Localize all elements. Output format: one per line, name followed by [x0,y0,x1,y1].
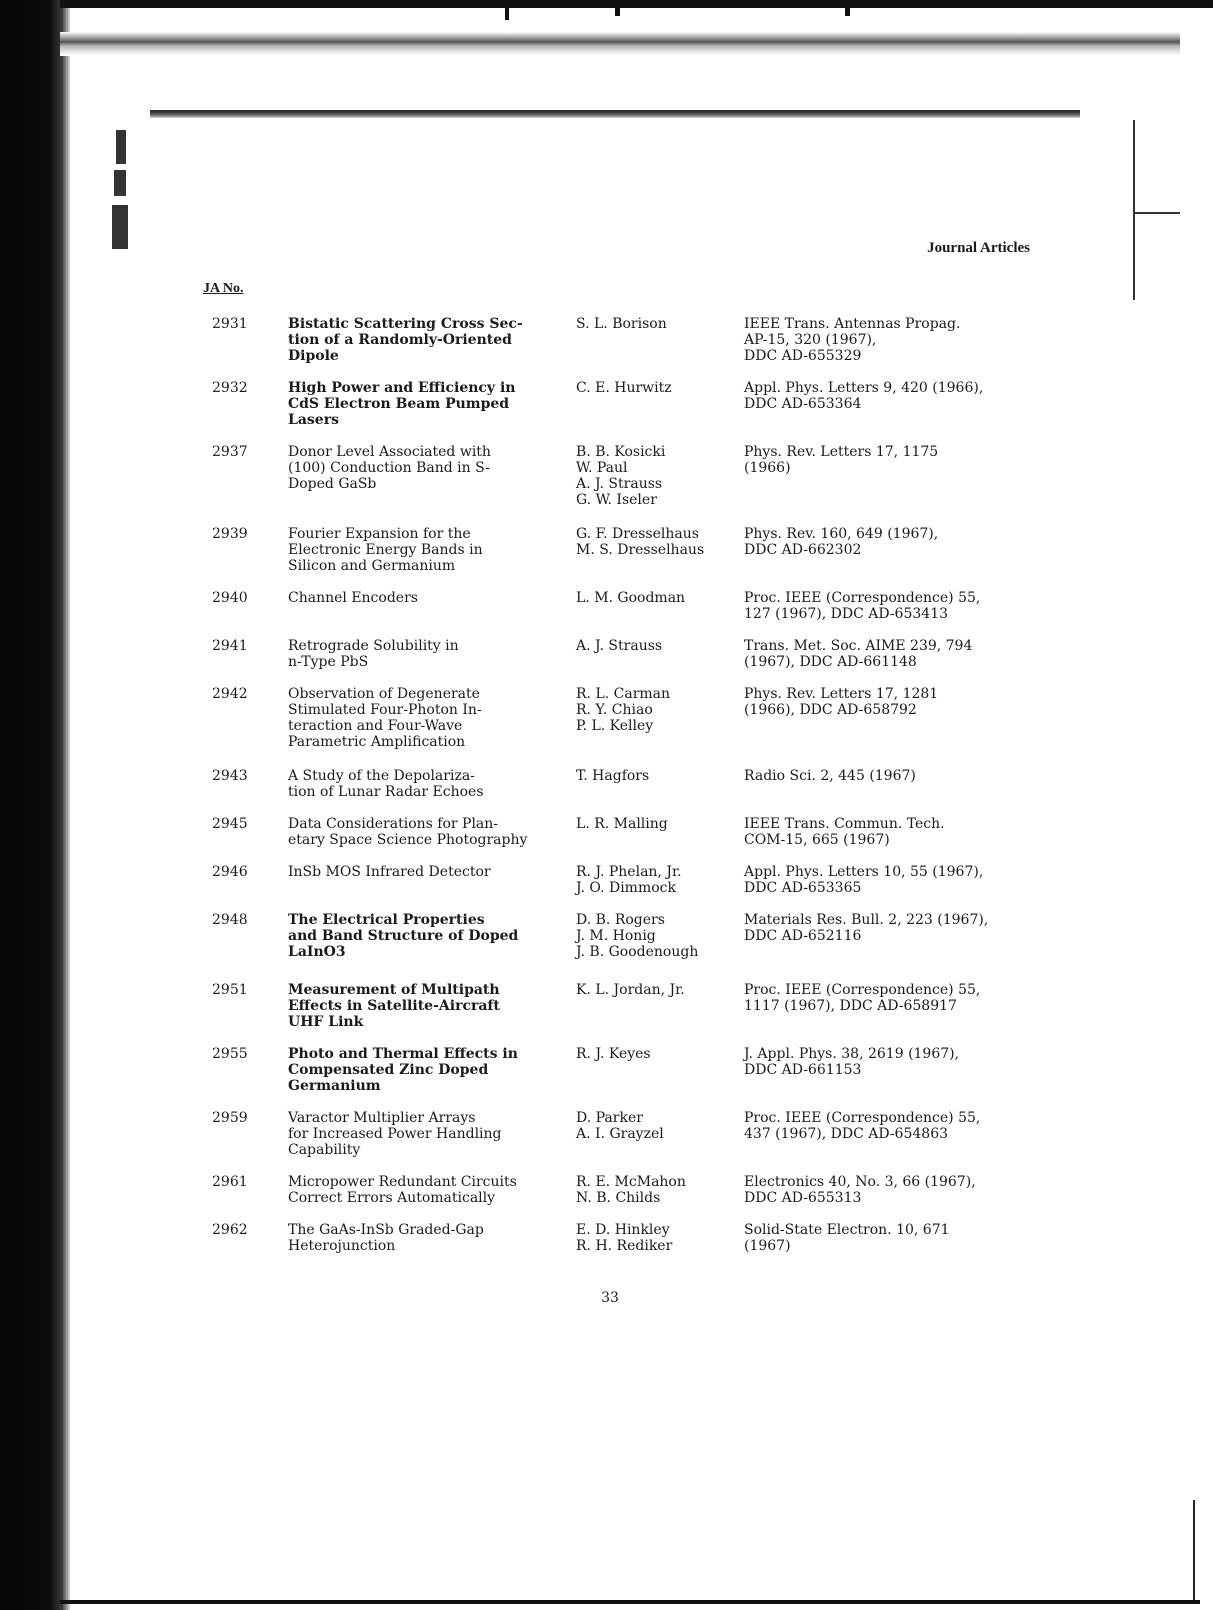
author-name: L. R. Malling [576,816,668,832]
scan-right-frame [1193,1500,1195,1600]
article-title-line: Retrograde Solubility in [288,638,459,654]
article-citation [744,638,1044,670]
citation-line: DDC AD-652116 [744,928,862,944]
article-citation [744,590,1044,622]
article-authors [576,316,736,332]
article-citation [744,1110,1044,1142]
article-authors [576,444,736,508]
author-name: A. J. Strauss [576,476,663,492]
citation-line: (1967), DDC AD-661148 [744,654,917,670]
scan-margin-mark [116,130,126,164]
author-name: P. L. Kelley [576,718,654,734]
ja-number: 2939 [212,526,248,542]
article-citation [744,816,1044,848]
article-authors [576,1174,736,1206]
article-title [288,768,558,800]
article-title-line: The GaAs-InSb Graded-Gap [288,1222,484,1238]
article-title-line: LaInO3 [288,944,346,960]
article-title [288,816,558,848]
scan-top-tick [615,4,620,16]
article-citation [744,444,1044,476]
article-title-line: Capability [288,1142,361,1158]
ja-number: 2942 [212,686,248,702]
ja-number-column-heading: JA No. [203,281,244,296]
article-title [288,1174,558,1206]
section-title: Journal Articles [927,240,1030,256]
citation-line: COM-15, 665 (1967) [744,832,890,848]
article-title-line: tion of Lunar Radar Echoes [288,784,484,800]
article-title [288,590,558,606]
citation-line: Appl. Phys. Letters 9, 420 (1966), [744,380,984,396]
citation-line: DDC AD-662302 [744,542,862,558]
article-title-line: The Electrical Properties [288,912,485,928]
article-authors [576,590,736,606]
author-name: A. J. Strauss [576,638,663,654]
citation-line: Appl. Phys. Letters 10, 55 (1967), [744,864,984,880]
author-name: R. J. Keyes [576,1046,651,1062]
article-title [288,526,558,574]
article-authors [576,816,736,832]
author-name: R. J. Phelan, Jr. [576,864,682,880]
article-citation [744,1046,1044,1078]
ja-number: 2959 [212,1110,248,1126]
scan-margin-mark [112,205,128,249]
article-citation [744,1222,1044,1254]
article-authors [576,768,736,784]
article-title-line: Data Considerations for Plan- [288,816,499,832]
author-name: R. H. Rediker [576,1238,673,1254]
citation-line: Trans. Met. Soc. AIME 239, 794 [744,638,973,654]
ja-number: 2932 [212,380,248,396]
author-name: J. O. Dimmock [576,880,676,896]
article-title [288,380,558,428]
article-citation [744,380,1044,412]
article-title-line: n-Type PbS [288,654,369,670]
article-title [288,912,558,960]
article-title-line: etary Space Science Photography [288,832,528,848]
article-title-line: teraction and Four-Wave [288,718,463,734]
ja-number: 2961 [212,1174,248,1190]
article-title-line: Parametric Amplification [288,734,466,750]
article-title-line: Fourier Expansion for the [288,526,471,542]
citation-line: Phys. Rev. Letters 17, 1281 [744,686,939,702]
article-title-line: Heterojunction [288,1238,396,1254]
ja-number: 2945 [212,816,248,832]
citation-line: 437 (1967), DDC AD-654863 [744,1126,949,1142]
citation-line: DDC AD-653365 [744,880,862,896]
ja-number: 2940 [212,590,248,606]
article-title-line: Doped GaSb [288,476,377,492]
article-title-line: Germanium [288,1078,381,1094]
author-name: D. B. Rogers [576,912,665,928]
author-name: G. F. Dresselhaus [576,526,699,542]
scan-margin-mark [1133,120,1135,300]
article-title-line: Donor Level Associated with [288,444,491,460]
article-title-line: Effects in Satellite-Aircraft [288,998,500,1014]
article-authors [576,982,736,998]
citation-line: DDC AD-661153 [744,1062,862,1078]
citation-line: Phys. Rev. 160, 649 (1967), [744,526,939,542]
ja-number: 2937 [212,444,248,460]
author-name: J. B. Goodenough [576,944,699,960]
article-title-line: Electronic Energy Bands in [288,542,483,558]
article-title [288,444,558,492]
citation-line: (1967) [744,1238,791,1254]
article-title-line: InSb MOS Infrared Detector [288,864,491,880]
article-title-line: UHF Link [288,1014,364,1030]
author-name: E. D. Hinkley [576,1222,670,1238]
citation-line: IEEE Trans. Antennas Propag. [744,316,961,332]
article-title [288,686,558,750]
citation-line: DDC AD-655313 [744,1190,862,1206]
citation-line: Solid-State Electron. 10, 671 [744,1222,950,1238]
author-name: A. I. Grayzel [576,1126,664,1142]
header-rule [150,110,1080,118]
article-title-line: A Study of the Depolariza- [288,768,475,784]
article-title [288,316,558,364]
article-citation [744,526,1044,558]
author-name: N. B. Childs [576,1190,661,1206]
ja-number: 2946 [212,864,248,880]
article-title-line: Compensated Zinc Doped [288,1062,489,1078]
article-title-line: Observation of Degenerate [288,686,480,702]
article-title [288,864,558,880]
article-authors [576,912,736,960]
article-title-line: for Increased Power Handling [288,1126,502,1142]
citation-line: Electronics 40, No. 3, 66 (1967), [744,1174,976,1190]
article-authors [576,380,736,396]
citation-line: (1966), DDC AD-658792 [744,702,917,718]
article-citation [744,686,1044,718]
scan-margin-mark [1134,212,1180,214]
author-name: R. E. McMahon [576,1174,686,1190]
article-title-line: Dipole [288,348,339,364]
citation-line: DDC AD-653364 [744,396,862,412]
article-citation [744,1174,1044,1206]
citation-line: Proc. IEEE (Correspondence) 55, [744,982,981,998]
author-name: S. L. Borison [576,316,667,332]
citation-line: AP-15, 320 (1967), [744,332,877,348]
citation-line: 127 (1967), DDC AD-653413 [744,606,949,622]
article-authors [576,686,736,734]
ja-number: 2962 [212,1222,248,1238]
citation-line: Radio Sci. 2, 445 (1967) [744,768,916,784]
article-title-line: Varactor Multiplier Arrays [288,1110,476,1126]
author-name: W. Paul [576,460,628,476]
article-title [288,1046,558,1094]
article-authors [576,526,736,558]
citation-line: Materials Res. Bull. 2, 223 (1967), [744,912,989,928]
article-title-line: and Band Structure of Doped [288,928,519,944]
citation-line: Proc. IEEE (Correspondence) 55, [744,590,981,606]
citation-line: Proc. IEEE (Correspondence) 55, [744,1110,981,1126]
article-title-line: Stimulated Four-Photon In- [288,702,482,718]
author-name: L. M. Goodman [576,590,686,606]
citation-line: Phys. Rev. Letters 17, 1175 [744,444,939,460]
article-authors [576,864,736,896]
article-title-line: Measurement of Multipath [288,982,500,998]
author-name: K. L. Jordan, Jr. [576,982,685,998]
article-title-line: Bistatic Scattering Cross Sec- [288,316,523,332]
citation-line: IEEE Trans. Commun. Tech. [744,816,945,832]
article-title-line: Lasers [288,412,339,428]
ja-number: 2941 [212,638,248,654]
article-citation [744,912,1044,944]
article-title-line: High Power and Efficiency in [288,380,516,396]
article-title-line: Channel Encoders [288,590,418,606]
ja-number: 2931 [212,316,248,332]
article-citation [744,982,1044,1014]
article-authors [576,638,736,654]
article-title-line: Micropower Redundant Circuits [288,1174,517,1190]
scan-left-shadow [0,0,70,1610]
ja-number: 2955 [212,1046,248,1062]
citation-line: (1966) [744,460,791,476]
article-citation [744,316,1044,364]
ja-number: 2948 [212,912,248,928]
article-citation [744,864,1044,896]
article-title-line: Silicon and Germanium [288,558,456,574]
scan-top-line [60,0,1213,8]
article-authors [576,1046,736,1062]
author-name: J. M. Honig [576,928,656,944]
author-name: D. Parker [576,1110,643,1126]
article-title [288,638,558,670]
author-name: G. W. Iseler [576,492,657,508]
author-name: R. L. Carman [576,686,671,702]
ja-number: 2943 [212,768,248,784]
author-name: B. B. Kosicki [576,444,666,460]
article-title-line: Correct Errors Automatically [288,1190,496,1206]
article-authors [576,1222,736,1254]
article-title-line: (100) Conduction Band in S- [288,460,490,476]
citation-line: 1117 (1967), DDC AD-658917 [744,998,957,1014]
author-name: C. E. Hurwitz [576,380,672,396]
author-name: M. S. Dresselhaus [576,542,705,558]
scan-top-tick [845,4,850,16]
citation-line: J. Appl. Phys. 38, 2619 (1967), [744,1046,960,1062]
citation-line: DDC AD-655329 [744,348,862,364]
scan-top-band [60,32,1180,56]
page-number: 33 [601,1290,619,1306]
article-authors [576,1110,736,1142]
article-title [288,1110,558,1158]
author-name: T. Hagfors [576,768,650,784]
scan-top-tick [505,4,509,20]
scan-margin-mark [114,170,126,196]
ja-number: 2951 [212,982,248,998]
article-title-line: Photo and Thermal Effects in [288,1046,518,1062]
article-title [288,982,558,1030]
author-name: R. Y. Chiao [576,702,653,718]
article-title-line: tion of a Randomly-Oriented [288,332,512,348]
article-title-line: CdS Electron Beam Pumped [288,396,510,412]
article-title [288,1222,558,1254]
article-citation [744,768,1044,784]
scan-bottom-line [60,1600,1200,1604]
